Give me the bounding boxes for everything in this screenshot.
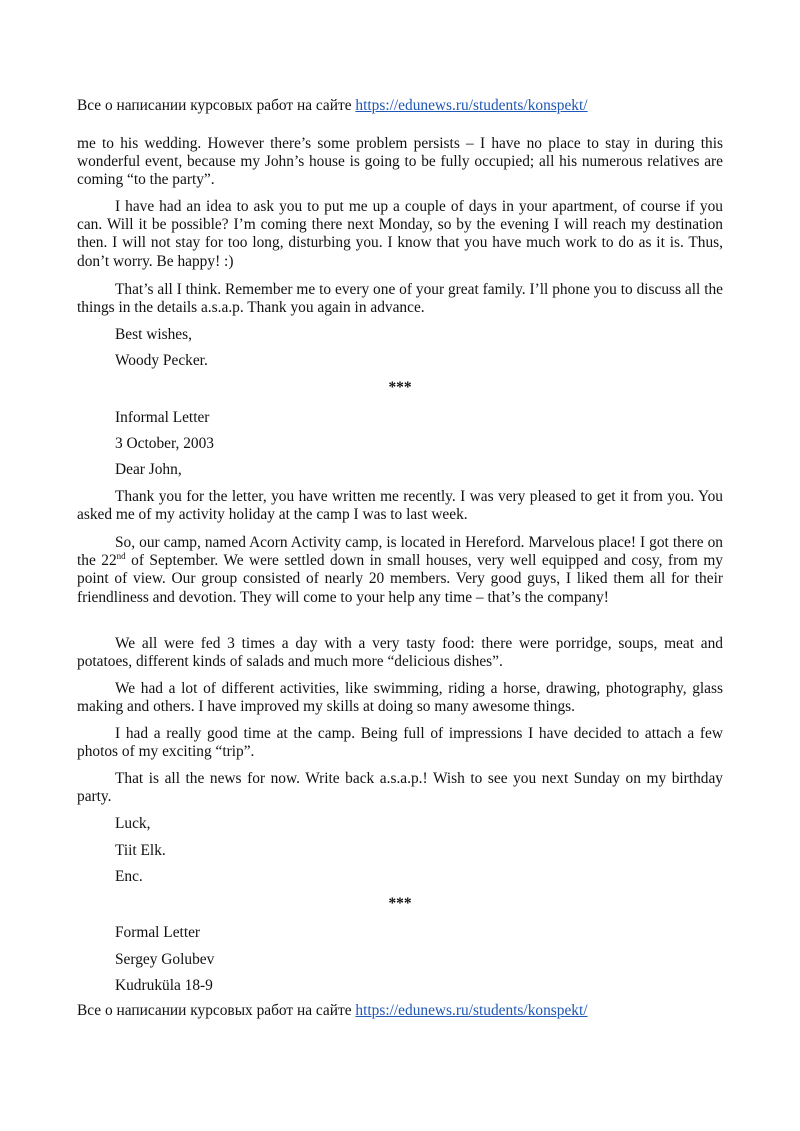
letter2-type: Informal Letter bbox=[115, 409, 210, 426]
letter2-paragraph-1: Thank you for the letter, you have written me recently. I was very pleased to get it from you. You asked me of my activity holiday at the camp I was to last week. bbox=[77, 488, 723, 524]
letter2-signature: Tiit Elk. bbox=[115, 842, 166, 859]
header-text: Все о написании курсовых работ на сайте bbox=[77, 97, 352, 114]
letter1-paragraph-3: That’s all I think. Remember me to every one of your great family. I’ll phone you to discuss all the things in the details a.s.a.p. Thank you again in advance. bbox=[77, 281, 723, 317]
letter1-paragraph-2: I have had an idea to ask you to put me up a couple of days in your apartment, of course if you can. Will it be possible? I’m coming there next Monday, so by the evening I will reach my destination then. I will not stay for too long, disturbing you. I know that you have much work to do as it is. Thus, don’t worry. Be happy! :) bbox=[77, 198, 723, 270]
letter2-paragraph-3: We all were fed 3 times a day with a very tasty food: there were porridge, soups, meat and potatoes, different kinds of salads and much more “delicious dishes”. bbox=[77, 635, 723, 671]
separator-2: *** bbox=[388, 895, 412, 912]
letter2-enclosure: Enc. bbox=[115, 868, 143, 885]
letter2-paragraph-5: I had a really good time at the camp. Being full of impressions I have decided to attach a few photos of my exciting “trip”. bbox=[77, 725, 723, 761]
letter2-paragraph-4: We had a lot of different activities, like swimming, riding a horse, drawing, photography, glass making and others. I have improved my skills at doing so many awesome things. bbox=[77, 680, 723, 716]
letter1-closing: Best wishes, bbox=[115, 326, 192, 343]
letter1-signature: Woody Pecker. bbox=[115, 352, 208, 369]
letter3-type: Formal Letter bbox=[115, 924, 201, 941]
letter1-paragraph-1: me to his wedding. However there’s some problem persists – I have no place to stay in during this wonderful event, because my John’s house is going to be fully occupied; all his numerous relatives are coming “to the party”. bbox=[77, 135, 723, 189]
letter2-date: 3 October, 2003 bbox=[115, 435, 214, 452]
letter2-paragraph-6: That is all the news for now. Write back a.s.a.p.! Wish to see you next Sunday on my birthday party. bbox=[77, 770, 723, 806]
footer-text: Все о написании курсовых работ на сайте bbox=[77, 1002, 352, 1019]
separator-1: *** bbox=[388, 379, 412, 396]
header-link[interactable]: https://edunews.ru/students/konspekt/ bbox=[355, 97, 588, 114]
ordinal-suffix: nd bbox=[116, 551, 126, 562]
page-footer bbox=[77, 1002, 588, 1020]
letter3-name: Sergey Golubev bbox=[115, 951, 215, 968]
footer-link[interactable]: https://edunews.ru/students/konspekt/ bbox=[355, 1002, 588, 1019]
letter3-address: Kudruküla 18-9 bbox=[115, 977, 213, 994]
letter2-paragraph-2: So, our camp, named Acorn Activity camp, is located in Hereford. Marvelous place! I got there on the 22nd of September. We were settled down in small houses, very well equipped and cosy, from my point of view. Our group consisted of nearly 20 members. Very good guys, I liked them all for their friendliness and devotion. They will come to your help any time – that’s the company! bbox=[77, 534, 723, 606]
page-header bbox=[77, 97, 588, 115]
letter2-closing: Luck, bbox=[115, 815, 151, 832]
letter2-greeting: Dear John, bbox=[115, 461, 182, 478]
